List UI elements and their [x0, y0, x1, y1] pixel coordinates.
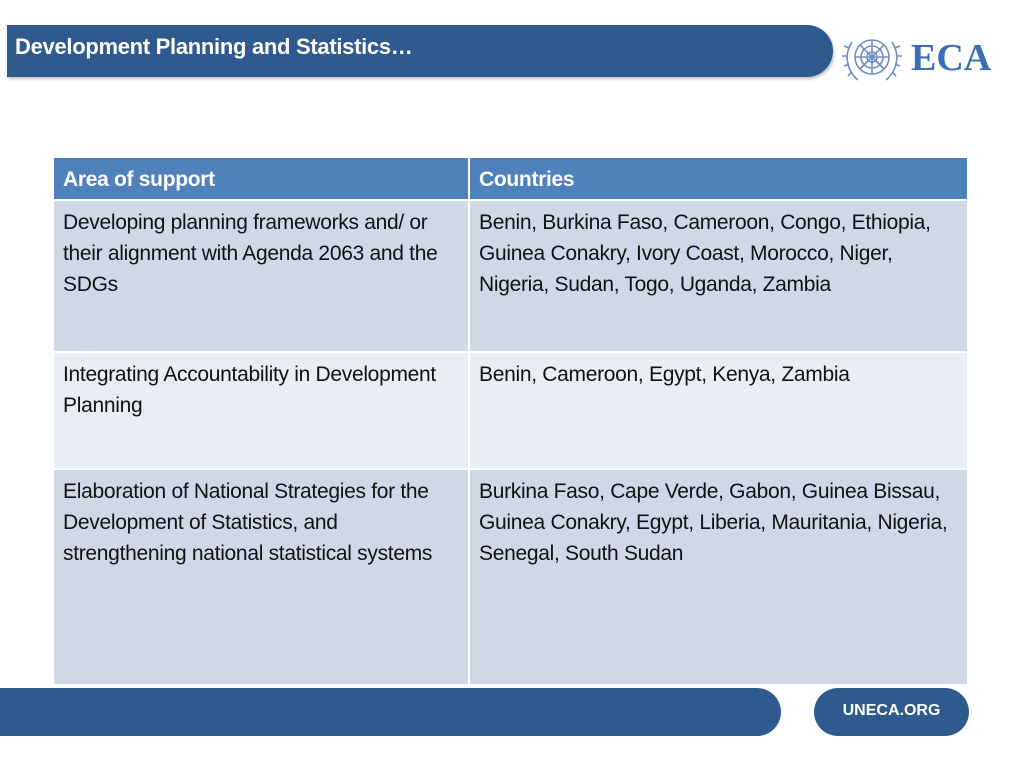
area-cell: Elaboration of National Strategies for the Development of Statistics, and strengthening national statistical systems	[53, 469, 469, 685]
logo-text: ECA	[911, 37, 992, 79]
countries-cell: Benin, Cameroon, Egypt, Kenya, Zambia	[469, 352, 968, 469]
title-bar	[7, 25, 833, 77]
countries-cell: Benin, Burkina Faso, Cameroon, Congo, Ethiopia, Guinea Conakry, Ivory Coast, Morocco, Niger, Nigeria, Sudan, Togo, Uganda, Zambia	[469, 200, 968, 352]
table-row	[53, 200, 968, 352]
area-cell: Integrating Accountability in Development Planning	[53, 352, 469, 469]
footer-bar	[0, 688, 781, 736]
footer-site-link[interactable]	[814, 688, 969, 736]
area-cell: Developing planning frameworks and/ or their alignment with Agenda 2063 and the SDGs	[53, 200, 469, 352]
table-row	[53, 469, 968, 685]
footer-site-label: UNECA.ORG	[842, 702, 941, 719]
un-emblem-icon	[838, 28, 904, 88]
support-table	[52, 156, 969, 686]
header-countries: Countries	[469, 157, 968, 200]
eca-logo	[838, 28, 998, 88]
countries-cell: Burkina Faso, Cape Verde, Gabon, Guinea Bissau, Guinea Conakry, Egypt, Liberia, Mauritania, Nigeria, Senegal, South Sudan	[469, 469, 968, 685]
header-area-of-support: Area of support	[53, 157, 469, 200]
table-row	[53, 352, 968, 469]
table-header-row	[53, 157, 968, 200]
slide-title: Development Planning and Statistics…	[15, 34, 413, 59]
